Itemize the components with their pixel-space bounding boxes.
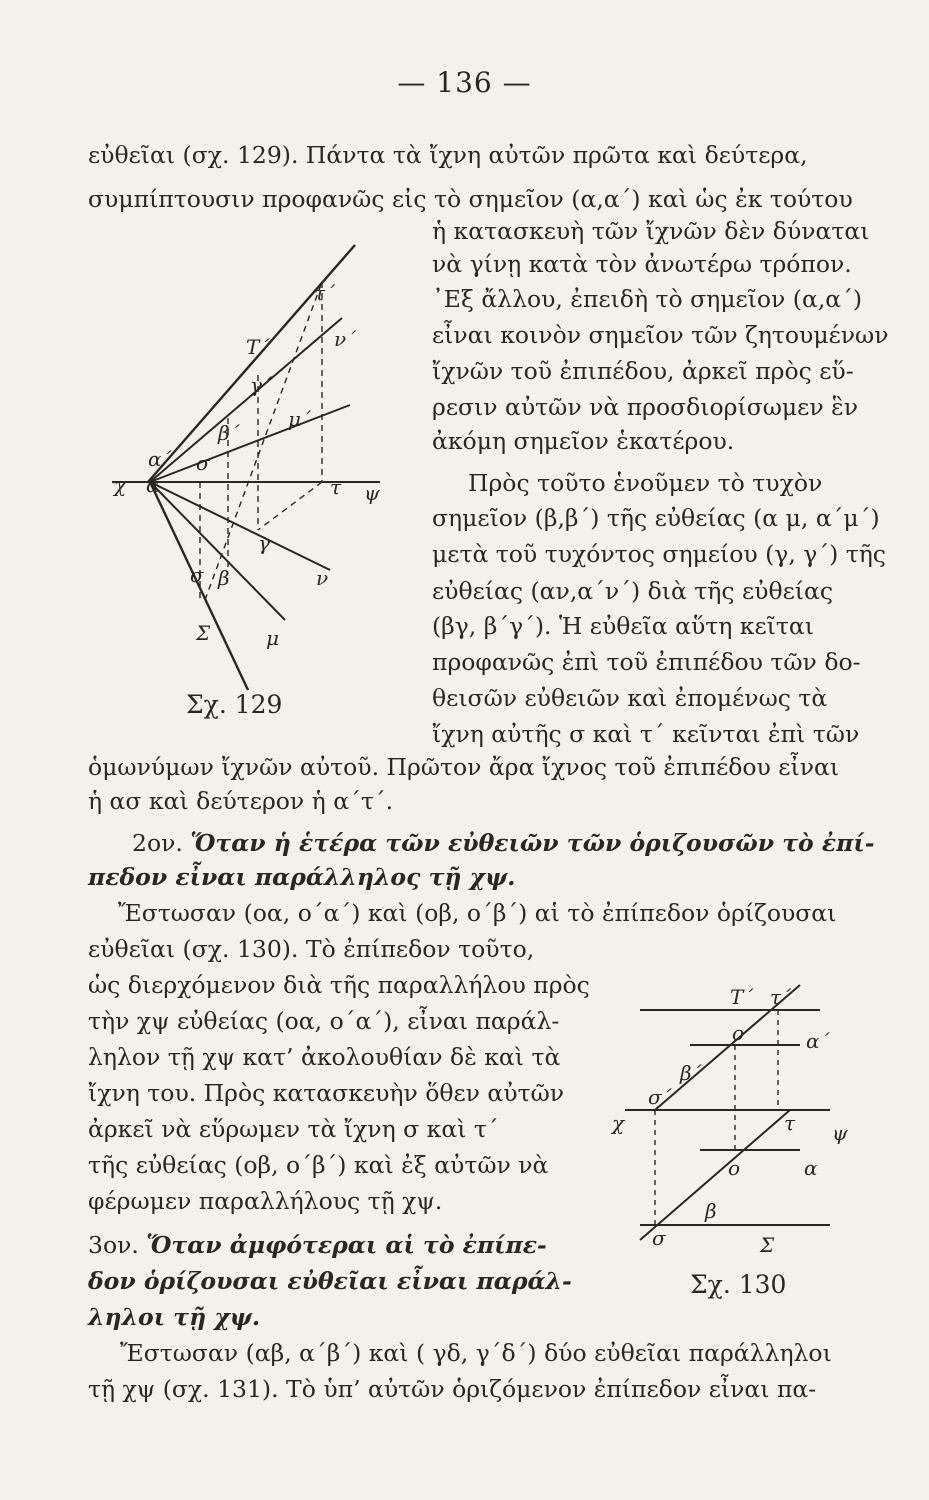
text-line: ρεσιν αὐτῶν νὰ προσδιορίσωμεν ἓν bbox=[432, 393, 858, 421]
fig129-label: σ bbox=[196, 451, 210, 475]
text-line: ληλον τῇ χψ κατ’ ἀκολουθίαν δὲ καὶ τὰ bbox=[88, 1043, 561, 1071]
fig130-caption: Σχ. 130 bbox=[690, 1270, 787, 1299]
fig130-label: σ bbox=[652, 1226, 666, 1250]
text-line: φέρωμεν παραλλήλους τῇ χψ. bbox=[88, 1187, 443, 1215]
fig130-label: Τ΄ bbox=[730, 985, 754, 1009]
fig129-label: μ΄ bbox=[288, 407, 311, 431]
text-line: Πρὸς τοῦτο ἑνοῦμεν τὸ τυχὸν bbox=[468, 469, 823, 497]
text-line: σημεῖον (β,β΄) τῆς εὐθείας (α μ, α΄μ΄) bbox=[432, 504, 880, 532]
fig130-label: χ bbox=[612, 1111, 625, 1135]
text-line: ἀρκεῖ νὰ εὕρωμεν τὰ ἴχνη σ καὶ τ΄ bbox=[88, 1115, 499, 1143]
fig129-label: ν bbox=[316, 566, 329, 590]
text-line: ὡς διερχόμενον διὰ τῆς παραλλήλου πρὸς bbox=[88, 971, 590, 999]
text-line: νὰ γίνῃ κατὰ τὸν ἀνωτέρω τρόπον. bbox=[432, 250, 852, 278]
text-line: τῆς εὐθείας (οβ, ο΄β΄) καὶ ἐξ αὐτῶν νὰ bbox=[88, 1151, 549, 1179]
fig129-label: τ bbox=[330, 475, 342, 499]
fig130-label: β bbox=[705, 1199, 717, 1223]
text-line: ᾿Εξ ἄλλου, ἐπειδὴ τὸ σημεῖον (α,α΄) bbox=[432, 285, 863, 313]
fig129-label: α΄ bbox=[148, 447, 172, 471]
text-line: ἴχνη αὐτῆς σ καὶ τ΄ κεῖνται ἐπὶ τῶν bbox=[432, 720, 860, 748]
text-line: ἴχνῶν τοῦ ἐπιπέδου, ἀρκεῖ πρὸς εὕ- bbox=[432, 357, 854, 385]
fig130-label: τ bbox=[784, 1111, 796, 1135]
fig129-caption: Σχ. 129 bbox=[186, 690, 283, 719]
fig129-label: β΄ bbox=[218, 421, 240, 445]
case-3-title-cont: ληλοι τῇ χψ. bbox=[88, 1303, 261, 1331]
text-line: ἀκόμη σημεῖον ἑκατέρου. bbox=[432, 427, 735, 455]
case-3-title: Ὅταν ἀμφότεραι αἱ τὸ ἐπίπε- bbox=[146, 1231, 547, 1259]
fig130-label: α΄ bbox=[806, 1029, 830, 1053]
fig130-label: α bbox=[804, 1156, 818, 1180]
text-line: θεισῶν εὐθειῶν καὶ ἐπομένως τὰ bbox=[432, 684, 828, 712]
text-line: συμπίπτουσιν προφανῶς εἰς τὸ σημεῖον (α,α΄) καὶ ὡς ἐκ τούτου bbox=[88, 185, 853, 213]
case-2-title-cont: πεδον εἶναι παράλληλος τῇ χψ. bbox=[88, 863, 516, 891]
text-line: Ἔστωσαν (οα, ο΄α΄) καὶ (οβ, ο΄β΄) αἱ τὸ ἐπίπεδον ὁρίζουσαι bbox=[118, 899, 837, 927]
fig129-label: ψ bbox=[364, 481, 380, 505]
fig130-label: σ΄ bbox=[648, 1085, 672, 1109]
case-2-number: 2ον. bbox=[132, 829, 183, 857]
fig129-label: β bbox=[218, 566, 230, 590]
text-line: (βγ, β΄γ΄). Ἡ εὐθεῖα αὕτη κεῖται bbox=[432, 612, 814, 640]
text-line: εὐθεῖαι (σχ. 129). Πάντα τὰ ἴχνη αὐτῶν πρῶτα καὶ δεύτερα, bbox=[88, 141, 808, 169]
text-line: ἴχνη του. Πρὸς κατασκευὴν ὅθεν αὐτῶν bbox=[88, 1079, 565, 1107]
page-number: — 136 — bbox=[397, 66, 532, 99]
fig130-label: τ΄ bbox=[770, 985, 792, 1009]
case-2-title: Ὅταν ἡ ἑτέρα τῶν εὐθειῶν τῶν ὁριζουσῶν τὸ ἐπί- bbox=[190, 829, 875, 857]
text-line: εὐθείας (αν,α΄ν΄) διὰ τῆς εὐθείας bbox=[432, 577, 834, 605]
text-line: ἡ κατασκευὴ τῶν ἴχνῶν δὲν δύναται bbox=[432, 217, 870, 245]
fig129-label: τ΄ bbox=[314, 281, 336, 305]
case-3-number: 3ον. bbox=[88, 1231, 139, 1259]
fig130-label: ψ bbox=[832, 1121, 848, 1145]
text-line: εἶναι κοινὸν σημεῖον τῶν ζητουμένων bbox=[432, 321, 889, 349]
text-line: τῇ χψ (σχ. 131). Τὸ ὑπ’ αὐτῶν ὁριζόμενον ἐπίπεδον εἶναι πα- bbox=[88, 1375, 817, 1403]
fig130-label: ο bbox=[728, 1156, 741, 1180]
text-line: ἡ ασ καὶ δεύτερον ἡ α΄τ΄. bbox=[88, 787, 394, 815]
text-line: μετὰ τοῦ τυχόντος σημείου (γ, γ΄) τῆς bbox=[432, 540, 886, 568]
fig129-label: Τ΄ bbox=[246, 335, 270, 359]
text-line: ὁμωνύμων ἴχνῶν αὐτοῦ. Πρῶτον ἄρα ἴχνος τοῦ ἐπιπέδου εἶναι bbox=[88, 753, 840, 781]
fig129-label: γ΄ bbox=[250, 373, 272, 397]
fig130-label: ο΄ bbox=[732, 1021, 755, 1045]
fig129-label: γ bbox=[258, 531, 270, 555]
text-line: εὐθεῖαι (σχ. 130). Τὸ ἐπίπεδον τοῦτο, bbox=[88, 935, 535, 963]
text-line: τὴν χψ εὐθείας (οα, ο΄α΄), εἶναι παράλ- bbox=[88, 1007, 560, 1035]
fig129-label: Σ bbox=[196, 621, 211, 645]
fig129-label: μ bbox=[266, 626, 279, 650]
fig129-label: χ bbox=[114, 473, 127, 497]
fig130-label: Σ bbox=[760, 1233, 775, 1257]
fig129-label: ν΄ bbox=[334, 327, 357, 351]
text-line: προφανῶς ἐπὶ τοῦ ἐπιπέδου τῶν δο- bbox=[432, 648, 861, 676]
fig129-label: σ bbox=[190, 563, 204, 587]
fig129-label: α bbox=[146, 473, 160, 497]
case-3-title-cont: δον ὁρίζουσαι εὐθεῖαι εἶναι παράλ- bbox=[88, 1267, 572, 1295]
text-line: Ἔστωσαν (αβ, α΄β΄) καὶ ( γδ, γ΄δ΄) δύο εὐθεῖαι παράλληλοι bbox=[120, 1339, 832, 1367]
fig130-label: β΄ bbox=[680, 1061, 702, 1085]
